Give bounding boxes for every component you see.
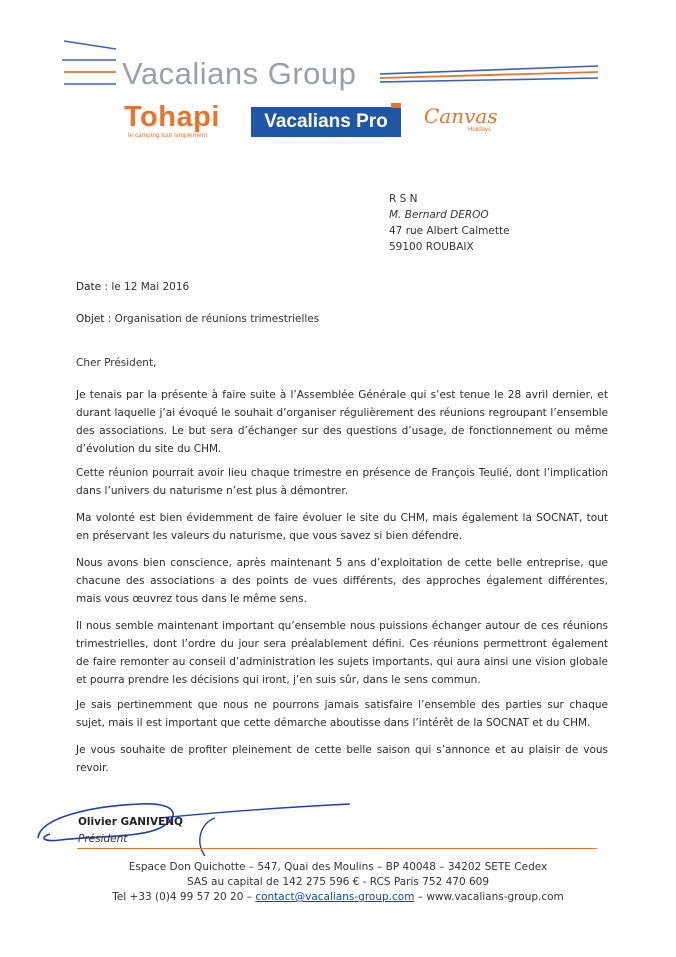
tohapi-logo-text: Tohapi <box>124 101 220 133</box>
signatory-title: Président <box>78 833 128 845</box>
subject-label: Objet <box>76 313 105 325</box>
date-value: : le 12 Mai 2016 <box>101 281 190 293</box>
tohapi-tagline: le camping tout simplement <box>128 132 208 139</box>
body-paragraph-6: Je sais pertinemment que nous ne pourrons jamais satisfaire l’ensemble des parties sur chaque sujet, mais il est important que cette démarche aboutisse dans l’intérêt de la SOCNAT et du CHM. <box>76 699 608 729</box>
salutation: Cher Président, <box>76 357 157 369</box>
subject-line <box>76 313 319 325</box>
recipient-address <box>389 191 510 255</box>
tohapi-logo <box>124 102 236 140</box>
footer-contact <box>0 890 676 905</box>
footer-divider <box>77 848 597 849</box>
footer <box>0 860 676 905</box>
canvas-tagline: Holidays <box>468 127 492 133</box>
body-paragraph-5: Il nous semble maintenant important qu’ensemble nous puissions échanger autour de ces réunions trimestrielles, dont l’ordre du jour sera préalablement défini. Ces réunions permettront également de faire remonter au conseil d’administration les sujets importants, qui aura ainsi une vision globale et pourra prendre les décisions qui iront, j’en suis sûr, dans le sens commun. <box>76 620 608 686</box>
brand-stripes-right <box>378 60 602 90</box>
body-paragraph-7: Je vous souhaite de profiter pleinement de cette belle saison qui s’annonce et au plaisir de vous revoir. <box>76 744 608 774</box>
brand-stripes-left <box>60 38 120 88</box>
recipient-street: 47 rue Albert Calmette <box>389 225 510 237</box>
body-paragraph-3: Ma volonté est bien évidemment de faire évoluer le site du CHM, mais également la SOCNAT, tout en préservant les valeurs du naturisme, que vous savez si bien défendre. <box>76 512 608 542</box>
date-line <box>76 281 189 293</box>
signatory-name: Olivier GANIVENQ <box>78 816 183 828</box>
vacalians-pro-accent <box>391 103 401 108</box>
canvas-logo-text: Canvas <box>424 104 498 128</box>
body-paragraph-4: Nous avons bien conscience, après maintenant 5 ans d’exploitation de cette belle entreprise, que chacune des associations a des points de vues différents, des approches également différentes, mais vous œuvrez tous dans le même sens. <box>76 557 608 605</box>
footer-tel: Tel +33 (0)4 99 57 20 20 – <box>112 891 256 903</box>
recipient-org: R S N <box>389 193 418 205</box>
vacalians-pro-logo: Vacalians Pro <box>251 107 401 137</box>
footer-company-info: SAS au capital de 142 275 596 € - RCS Paris 752 470 609 <box>186 876 490 888</box>
subject-value: : Organisation de réunions trimestrielles <box>104 313 320 325</box>
footer-web: – www.vacalians-group.com <box>414 891 564 903</box>
footer-address: Espace Don Quichotte – 547, Quai des Moulins – BP 40048 – 34202 SETE Cedex <box>128 861 548 873</box>
body-paragraph-2: Cette réunion pourrait avoir lieu chaque trimestre en présence de François Teulié, dont l’implication dans l’univers du naturisme n’est plus à démontrer. <box>76 467 608 497</box>
recipient-city: 59100 ROUBAIX <box>389 241 474 253</box>
recipient-name: M. Bernard DEROO <box>389 209 489 221</box>
brand-logo-text: Vacalians Group <box>122 56 357 91</box>
body-paragraph-1: Je tenais par la présente à faire suite à l’Assemblée Générale qui s’est tenue le 28 avril dernier, et durant laquelle j’ai évoqué le souhait d’organiser régulièrement des réunions regroupant l’ensemble des associations. Le but sera d’échanger sur des questions d’usage, de fonctionnement ou même d’évolution du site du CHM. <box>76 389 608 455</box>
date-label: Date <box>76 281 102 293</box>
footer-email-link[interactable]: contact@vacalians-group.com <box>255 891 415 903</box>
